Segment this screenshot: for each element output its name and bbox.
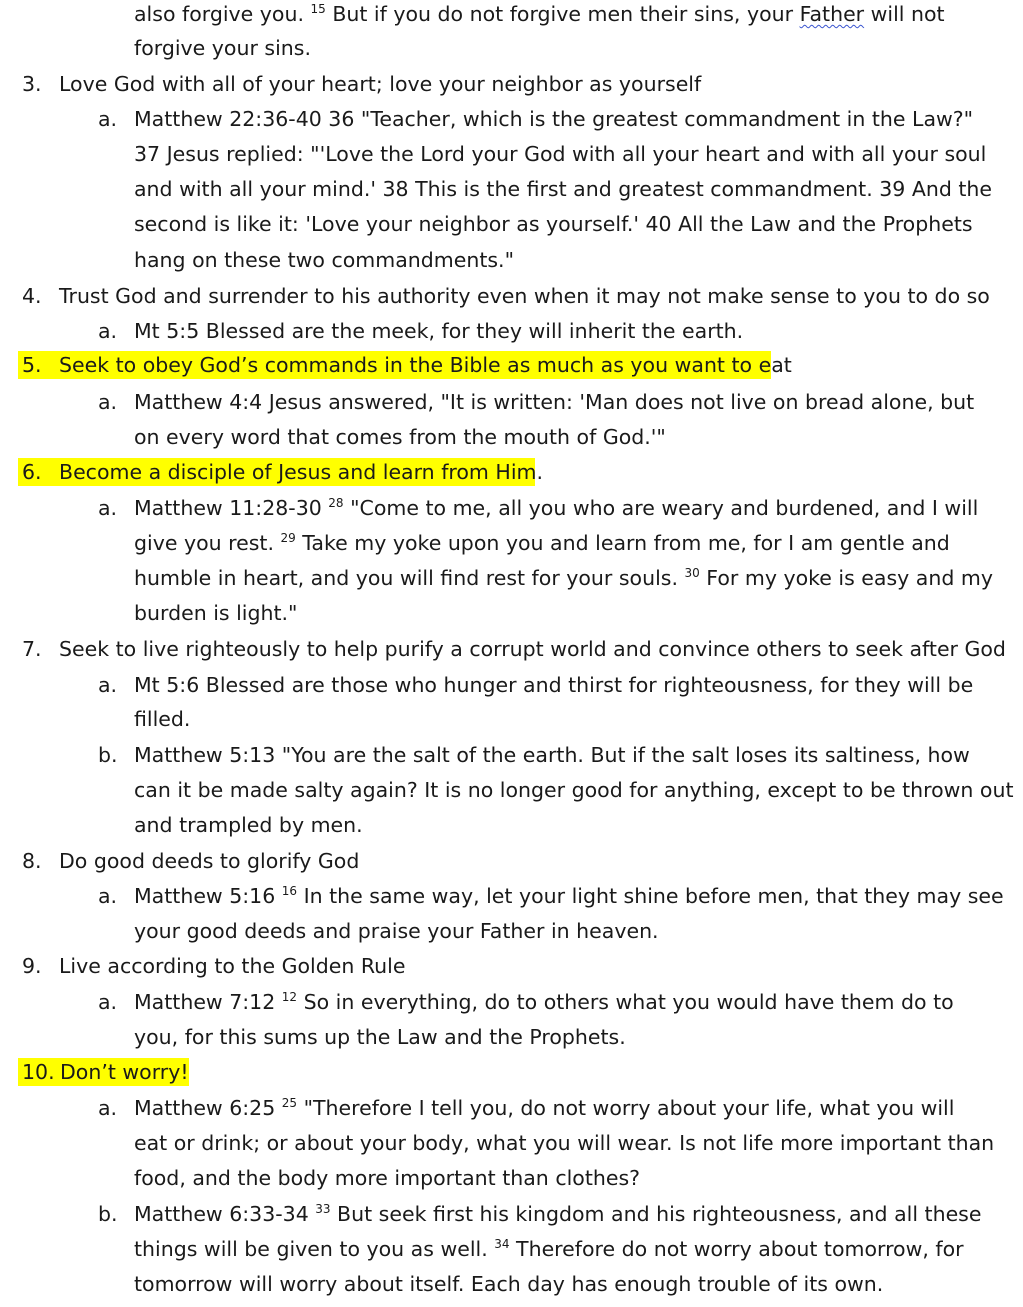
sub-list-line: burden is light." bbox=[134, 601, 298, 625]
list-number: 8. bbox=[22, 849, 42, 873]
list-item-text: Love God with all of your heart; love your neighbor as yourself bbox=[59, 72, 702, 96]
verse-number: 34 bbox=[494, 1237, 510, 1251]
sub-list-line: on every word that comes from the mouth of God.'" bbox=[134, 425, 666, 449]
list-item-text: Seek to obey God’s commands in the Bible as much as you want to eat bbox=[59, 353, 792, 377]
sub-list-letter: a. bbox=[98, 107, 118, 131]
sub-list-line: food, and the body more important than clothes? bbox=[134, 1166, 641, 1190]
sub-list-letter: a. bbox=[98, 319, 118, 343]
sub-list-line: can it be made salty again? It is no longer good for anything, except to be thrown out bbox=[134, 778, 1014, 802]
verse-number: 15 bbox=[310, 2, 326, 16]
verse-number: 30 bbox=[684, 566, 700, 580]
list-number: 9. bbox=[22, 954, 42, 978]
sub-list-letter: a. bbox=[98, 673, 118, 697]
sub-list-line: Matthew 6:25 $^{25}$ "Therefore I tell you, do not worry about your life, what you will bbox=[134, 1096, 955, 1120]
sub-list-line: second is like it: 'Love your neighbor as yourself.' 40 All the Law and the Prophets bbox=[134, 212, 973, 236]
verse-number: 33 bbox=[315, 1202, 331, 1216]
sub-list-line: humble in heart, and you will find rest for your souls. $^{30}$ For my yoke is easy and my bbox=[134, 566, 993, 590]
sub-list-line: Matthew 7:12 $^{12}$ So in everything, do to others what you would have them do to bbox=[134, 990, 954, 1014]
verse-number: 29 bbox=[280, 531, 296, 545]
list-number: 3. bbox=[22, 72, 42, 96]
sub-list-line: Matthew 6:33-34 $^{33}$ But seek first his kingdom and his righteousness, and all these bbox=[134, 1202, 982, 1226]
sub-list-line: Matthew 5:13 "You are the salt of the earth. But if the salt loses its saltiness, how bbox=[134, 743, 970, 767]
sub-list-letter: a. bbox=[98, 390, 118, 414]
highlighted-list-item bbox=[18, 458, 544, 486]
list-item-text: Do good deeds to glorify God bbox=[59, 849, 360, 873]
list-number: 5. bbox=[22, 353, 42, 377]
sub-list-line: hang on these two commandments." bbox=[134, 248, 515, 272]
sub-list-line: and with all your mind.' 38 This is the first and greatest commandment. 39 And the bbox=[134, 177, 993, 201]
list-number: 10. bbox=[22, 1060, 55, 1084]
sub-list-letter: a. bbox=[98, 1096, 118, 1120]
sub-list-line: things will be given to you as well. $^{34}$ Therefore do not worry about tomorrow, for bbox=[134, 1237, 964, 1261]
sub-list-line: tomorrow will worry about itself. Each day has enough trouble of its own. bbox=[134, 1272, 884, 1296]
sub-list-letter: a. bbox=[98, 990, 118, 1014]
verse-number: 12 bbox=[281, 990, 298, 1004]
list-number: 7. bbox=[22, 637, 42, 661]
sub-list-line: and trampled by men. bbox=[134, 813, 363, 837]
sub-list-letter: b. bbox=[98, 743, 118, 767]
sub-list-line: Matthew 4:4 Jesus answered, "It is written: 'Man does not live on bread alone, but bbox=[134, 390, 975, 414]
sub-list-line: you, for this sums up the Law and the Prophets. bbox=[134, 1025, 626, 1049]
sub-list-line: Matthew 5:16 $^{16}$ In the same way, let your light shine before men, that they may see bbox=[134, 884, 1004, 908]
continuation-line-1: also forgive you. $^{15}$ But if you do not forgive men their sins, your Father will not bbox=[134, 2, 945, 26]
list-number: 4. bbox=[22, 284, 42, 308]
sub-list-line: eat or drink; or about your body, what you will wear. Is not life more important than bbox=[134, 1131, 995, 1155]
sub-list-line: 37 Jesus replied: "'Love the Lord your God with all your heart and with all your soul bbox=[134, 142, 987, 166]
sub-list-line: Mt 5:6 Blessed are those who hunger and thirst for righteousness, for they will be bbox=[134, 673, 974, 697]
sub-list-line: your good deeds and praise your Father in heaven. bbox=[134, 919, 659, 943]
list-item-text: Don’t worry! bbox=[60, 1060, 189, 1084]
verse-number: 25 bbox=[281, 1096, 298, 1110]
highlighted-list-item bbox=[18, 351, 792, 379]
verse-number: 28 bbox=[328, 496, 344, 510]
sub-list-letter: a. bbox=[98, 496, 118, 520]
sub-list-line: Matthew 11:28-30 $^{28}$ "Come to me, all you who are weary and burdened, and I will bbox=[134, 496, 979, 520]
list-item-text: Seek to live righteously to help purify a corrupt world and convince others to seek after God bbox=[59, 637, 1006, 661]
highlighted-list-item bbox=[18, 1058, 189, 1086]
list-number: 6. bbox=[22, 460, 42, 484]
list-item-text: Trust God and surrender to his authority even when it may not make sense to you to do so bbox=[59, 284, 990, 308]
sub-list-line: filled. bbox=[134, 707, 191, 731]
sub-list-line: Mt 5:5 Blessed are the meek, for they will inherit the earth. bbox=[134, 319, 744, 343]
sub-list-line: Matthew 22:36-40 36 "Teacher, which is the greatest commandment in the Law?" bbox=[134, 107, 974, 131]
continuation-line-2: forgive your sins. bbox=[134, 36, 311, 60]
sub-list-letter: b. bbox=[98, 1202, 118, 1226]
verse-number: 16 bbox=[281, 884, 298, 898]
spellcheck-word: Father bbox=[799, 2, 865, 26]
sub-list-letter: a. bbox=[98, 884, 118, 908]
list-item-text: Become a disciple of Jesus and learn from Him. bbox=[59, 460, 544, 484]
list-item-text: Live according to the Golden Rule bbox=[59, 954, 406, 978]
sub-list-line: give you rest. $^{29}$ Take my yoke upon you and learn from me, for I am gentle and bbox=[134, 531, 950, 555]
